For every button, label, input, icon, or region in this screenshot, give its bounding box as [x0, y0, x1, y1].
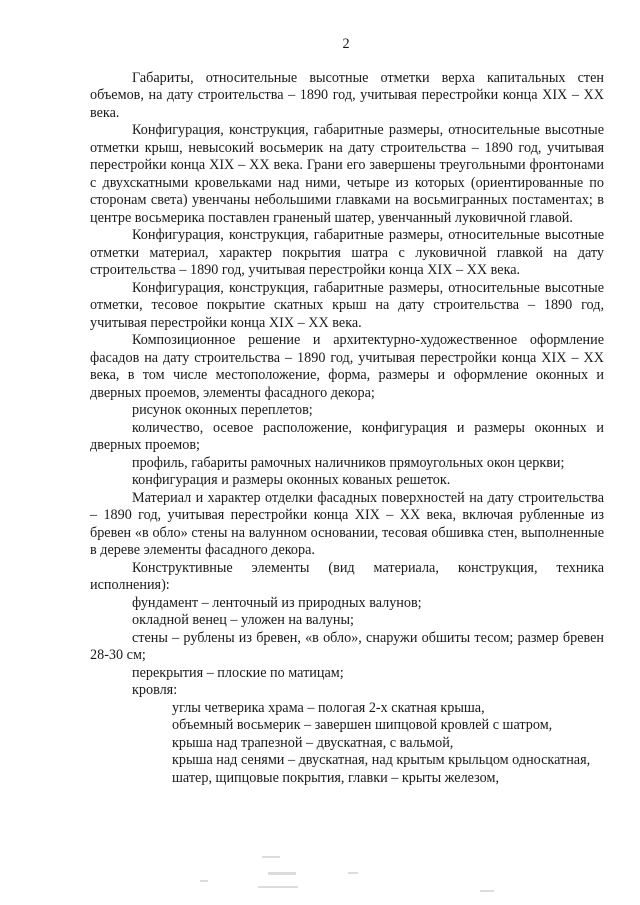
page-number: 2 — [342, 36, 350, 52]
roof-item-refectory: крыша над трапезной – двускатная, с вальмой, — [172, 734, 454, 751]
facade-item-grilles: конфигурация и размеры оконных кованых решеток. — [132, 472, 451, 488]
paragraph-facades: Композиционное решение и архитектурно-художественное оформление фасадов на дату строительства – 1890 год, учитывая перестройки конца XIX – XX века, в том числе местоположение, форма, размеры и оформление оконных и дверных проемов, элементы фасадного декора; — [90, 332, 604, 401]
structural-item-base-crown: окладной венец – уложен на валуны; — [132, 612, 354, 628]
facade-item-window-sashes: рисунок оконных переплетов; — [132, 402, 313, 418]
facade-item-frames: профиль, габариты рамочных наличников прямоугольных окон церкви; — [132, 454, 565, 471]
paragraph-materials: Материал и характер отделки фасадных поверхностей на дату строительства – 1890 год, учитывая перестройки конца XIX – XX века, включая рубленные из бревен «в обло» стены на валунном основании, тесовая обшивка стен, выполненные в дереве элементы фасадного декора. — [90, 489, 604, 558]
structural-item-foundation: фундамент – ленточный из природных валунов; — [132, 594, 422, 611]
paragraph-tent-roof: Конфигурация, конструкция, габаритные размеры, относительные высотные отметки материал, характер покрытия шатра с луковичной главкой на дату строительства – 1890 год, учитывая перестройки конца XIX – XX века. — [90, 227, 604, 278]
scan-noise — [258, 886, 298, 888]
roof-item-vestibule: крыша над сенями – двускатная, над крытым крыльцом односкатная, — [172, 752, 591, 768]
scan-noise — [348, 872, 358, 874]
paragraph-roofs: Конфигурация, конструкция, габаритные размеры, относительные высотные отметки крыш, невысокий восьмерик на дату строительства – 1890 год, учитывая перестройки конца XIX – XX века. Грани его завершены треугольными фронтонами с двухскатными кровельками над ними, четыре из которых (ориентированные по сторонам света) увенчаны небольшими главками на восьмигранных постаментах; в центре восьмерика поставлен граненый шатер, увенчанный луковичной главой. — [90, 122, 604, 226]
structural-item-roof: кровля: — [132, 682, 178, 698]
scan-noise — [262, 856, 280, 858]
paragraph-pitched-roofs: Конфигурация, конструкция, габаритные размеры, относительные высотные отметки, тесовое покрытие скатных крыш на дату строительства – 1890 год, учитывая перестройки конца XIX – XX века. — [90, 279, 604, 331]
roof-item-tent-roof: шатер, щипцовые покрытия, главки – крыты железом, — [172, 769, 500, 786]
structural-item-ceilings: перекрытия – плоские по матицам; — [132, 664, 344, 681]
structural-item-walls: стены – рублены из бревен, «в обло», снаружи обшиты тесом; размер бревен 28-30 см; — [90, 629, 604, 663]
scan-noise — [268, 872, 296, 875]
scan-noise — [480, 890, 494, 892]
facade-item-openings: количество, осевое расположение, конфигурация и размеры оконных и дверных проемов; — [90, 419, 604, 453]
roof-item-vosmerik: объемный восьмерик – завершен шипцовой кровлей с шатром, — [172, 717, 553, 733]
structural-heading: Конструктивные элементы (вид материала, конструкция, техника исполнения): — [90, 559, 604, 593]
scan-noise — [200, 880, 208, 882]
paragraph-walls: Габариты, относительные высотные отметки верха капитальных стен объемов, на дату строительства – 1890 год, учитывая перестройки конца XIX – XX века. — [90, 69, 604, 121]
roof-item-chetverik: углы четверика храма – пологая 2-х скатная крыша, — [172, 699, 485, 716]
